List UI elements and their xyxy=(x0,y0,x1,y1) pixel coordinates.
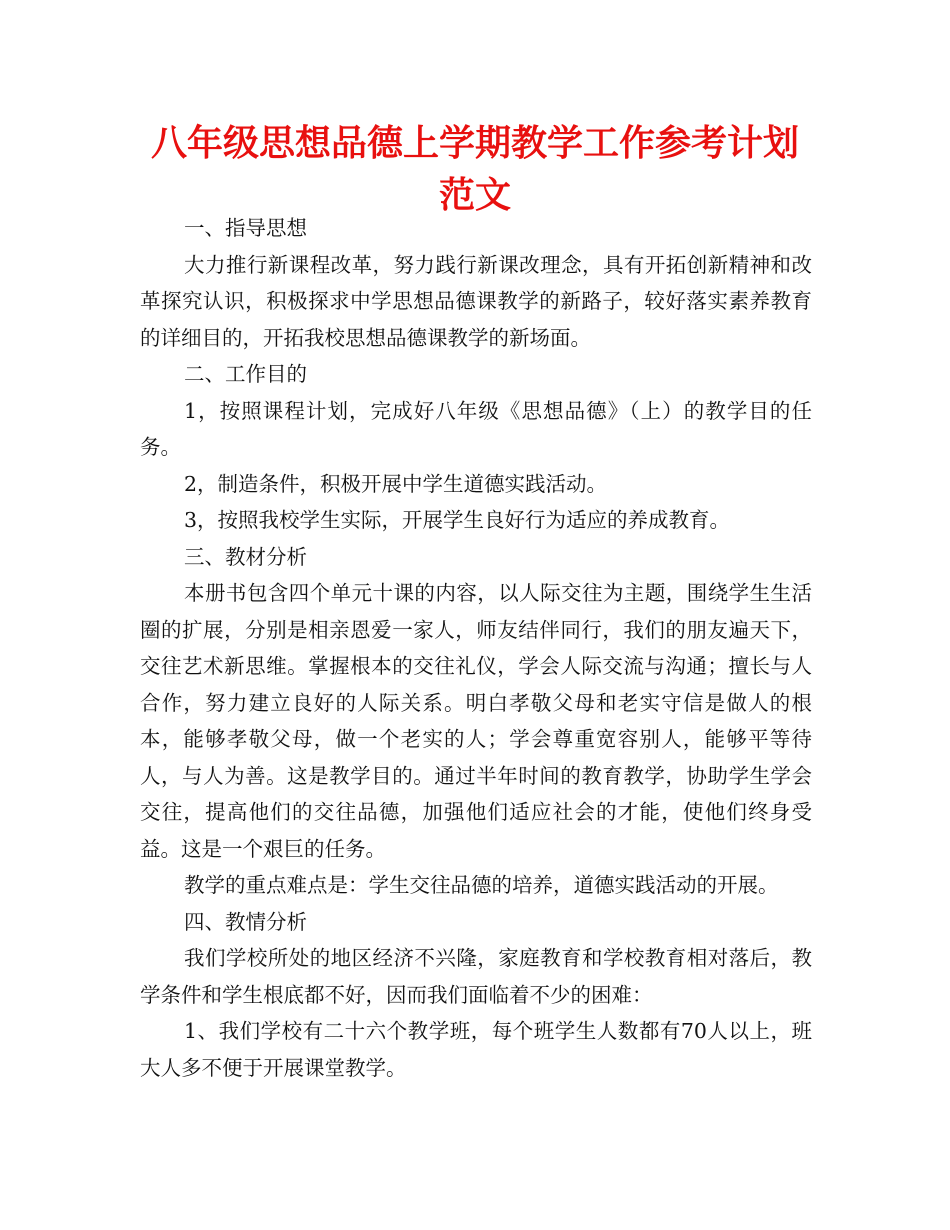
document-title: 八年级思想品德上学期教学工作参考计划范文 xyxy=(150,123,799,216)
document-body xyxy=(140,210,812,1086)
section-heading: 二、工作目的 xyxy=(184,362,307,386)
paragraph: 1，按照课程计划，完成好八年级《思想品德》（上）的教学目的任务。 xyxy=(140,398,812,459)
paragraph: 我们学校所处的地区经济不兴隆，家庭教育和学校教育相对落后，教学条件和学生根底都不好，因而我们面临着不少的困难： xyxy=(140,946,812,1007)
paragraph: 大力推行新课程改革，努力践行新课改理念，具有开拓创新精神和改革探究认识，积极探求中学思想品德课教学的新路子，较好落实素养教育的详细目的，开拓我校思想品德课教学的新场面。 xyxy=(140,252,812,350)
paragraph: 3，按照我校学生实际，开展学生良好行为适应的养成教育。 xyxy=(184,508,731,532)
paragraph: 1、我们学校有二十六个教学班，每个班学生人数都有70人以上，班大人多不便于开展课堂教学。 xyxy=(140,1019,812,1080)
section-heading: 三、教材分析 xyxy=(184,544,307,569)
paragraph: 教学的重点难点是：学生交往品德的培养，道德实践活动的开展。 xyxy=(184,873,779,897)
section-heading: 四、教情分析 xyxy=(184,909,307,934)
paragraph: 2，制造条件，积极开展中学生道德实践活动。 xyxy=(184,471,608,496)
paragraph: 本册书包含四个单元十课的内容，以人际交往为主题，围绕学生生活圈的扩展，分别是相亲恩爱一家人，师友结伴同行，我们的朋友遍天下，交往艺术新思维。掌握根本的交往礼仪，学会人际交流与沟通；擅长与人合作，努力建立良好的人际关系。明白孝敬父母和老实守信是做人的根本，能够孝敬父母，做一个老实的人；学会尊重宽容别人，能够平等待人，与人为善。这是教学目的。通过半年时间的教育教学，协助学生学会交往，提高他们的交往品德，加强他们适应社会的才能，使他们终身受益。这是一个艰巨的任务。 xyxy=(140,581,812,861)
section-heading: 一、指导思想 xyxy=(184,216,307,240)
